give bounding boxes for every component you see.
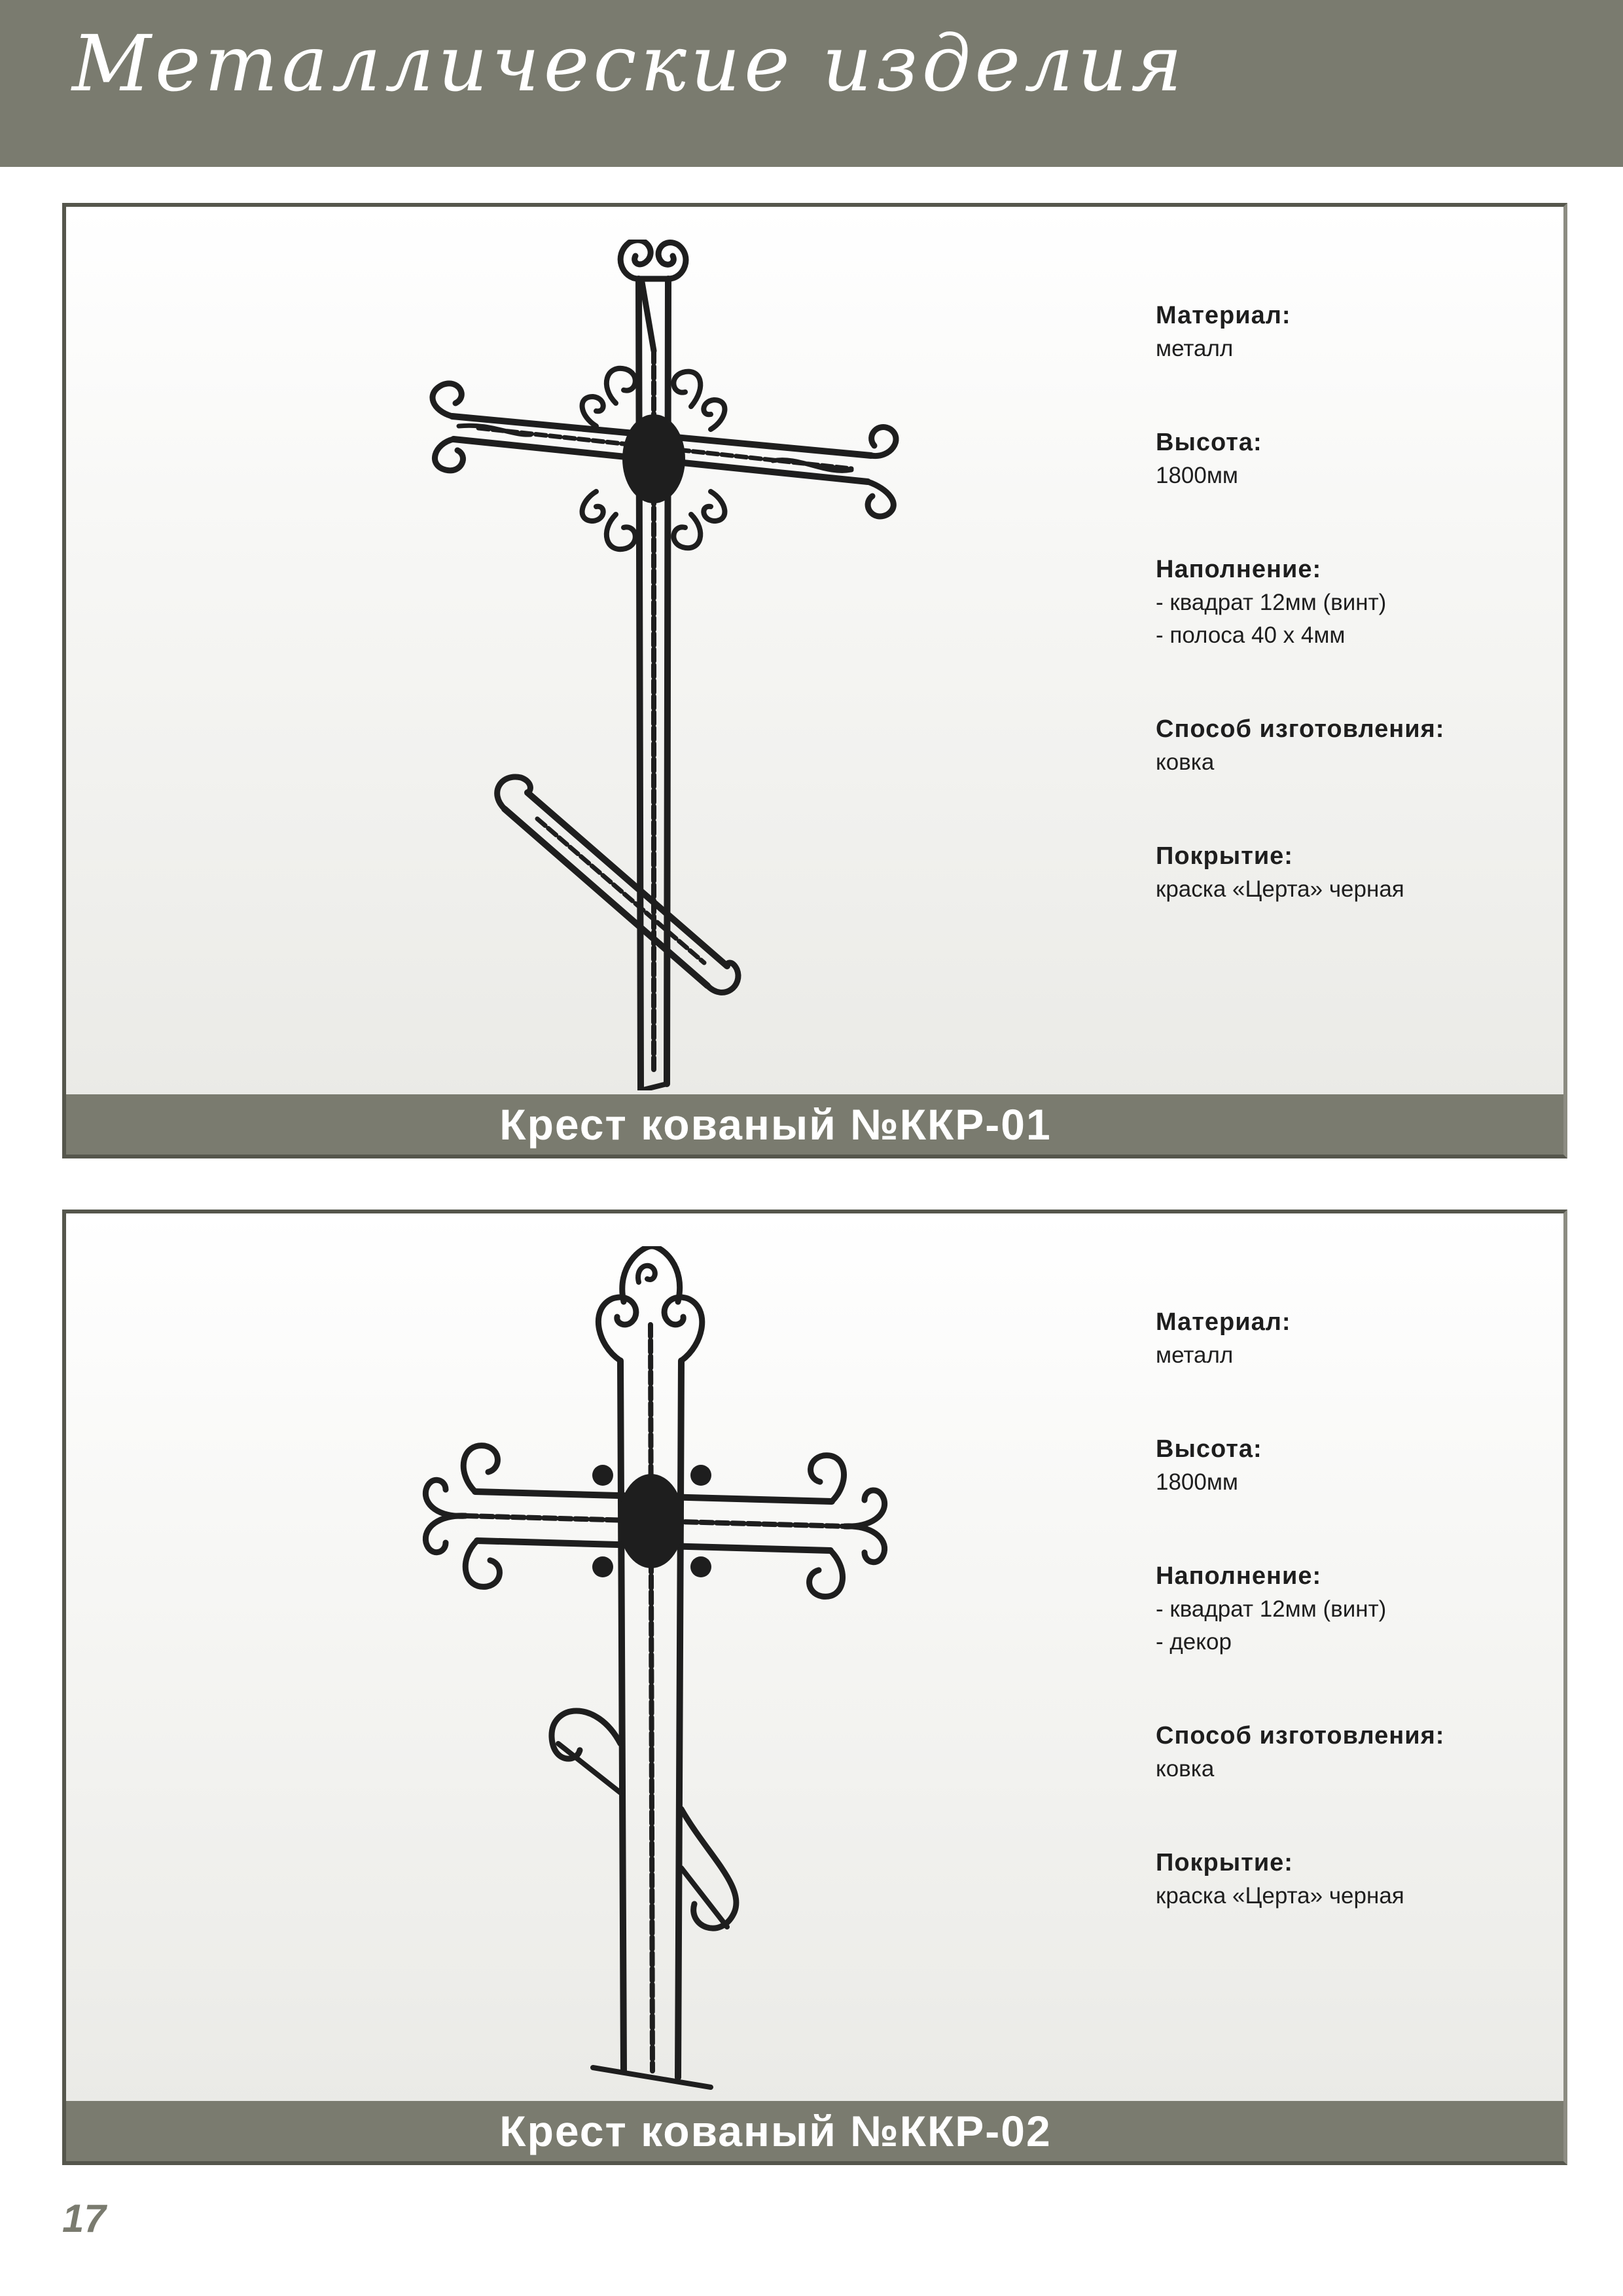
- spec-value: - полоса 40 х 4мм: [1156, 622, 1346, 648]
- caption-bar: [66, 1094, 1563, 1155]
- spec-value: металл: [1156, 336, 1234, 361]
- caption-bar: [66, 2101, 1563, 2161]
- spec-method: [1156, 1719, 1548, 1785]
- spec-value: 1800мм: [1156, 463, 1238, 488]
- spec-value: краска «Церта» черная: [1156, 1883, 1404, 1909]
- spec-label: Покрытие:: [1156, 842, 1293, 870]
- spec-label: Высота:: [1156, 1435, 1262, 1463]
- spec-value: 1800мм: [1156, 1469, 1238, 1495]
- spec-label: Материал:: [1156, 1308, 1291, 1336]
- cross-kkr-02-illustration: [380, 1246, 904, 2097]
- product-card-kkr-01: [62, 203, 1567, 1158]
- spec-material: [1156, 1305, 1548, 1372]
- spec-value: ковка: [1156, 1756, 1215, 1782]
- spec-value: - квадрат 12мм (винт): [1156, 1596, 1387, 1622]
- spec-height: [1156, 425, 1548, 492]
- product-caption: Крест кованый №ККР-01: [499, 1100, 1052, 1149]
- spec-label: Покрытие:: [1156, 1849, 1293, 1876]
- spec-method: [1156, 712, 1548, 779]
- spec-value: металл: [1156, 1342, 1234, 1368]
- spec-filling: [1156, 1559, 1548, 1659]
- spec-label: Наполнение:: [1156, 1562, 1322, 1590]
- spec-value: - декор: [1156, 1629, 1232, 1655]
- product-caption: Крест кованый №ККР-02: [499, 2107, 1052, 2155]
- spec-label: Высота:: [1156, 429, 1262, 456]
- spec-coating: [1156, 839, 1548, 906]
- page-header: [0, 0, 1623, 167]
- spec-filling: [1156, 552, 1548, 652]
- spec-value: ковка: [1156, 749, 1215, 775]
- spec-height: [1156, 1432, 1548, 1499]
- spec-list: [1156, 298, 1548, 966]
- page-number: 17: [62, 2197, 106, 2240]
- spec-material: [1156, 298, 1548, 365]
- product-card-kkr-02: [62, 1210, 1567, 2165]
- page-title: Металлические изделия: [72, 18, 1186, 109]
- spec-value: краска «Церта» черная: [1156, 876, 1404, 902]
- spec-label: Материал:: [1156, 302, 1291, 329]
- spec-label: Способ изготовления:: [1156, 1722, 1445, 1749]
- spec-label: Наполнение:: [1156, 556, 1322, 583]
- spec-list: [1156, 1305, 1548, 1973]
- spec-value: - квадрат 12мм (винт): [1156, 590, 1387, 615]
- spec-coating: [1156, 1846, 1548, 1912]
- spec-label: Способ изготовления:: [1156, 715, 1445, 743]
- cross-kkr-01-illustration: [380, 240, 904, 1090]
